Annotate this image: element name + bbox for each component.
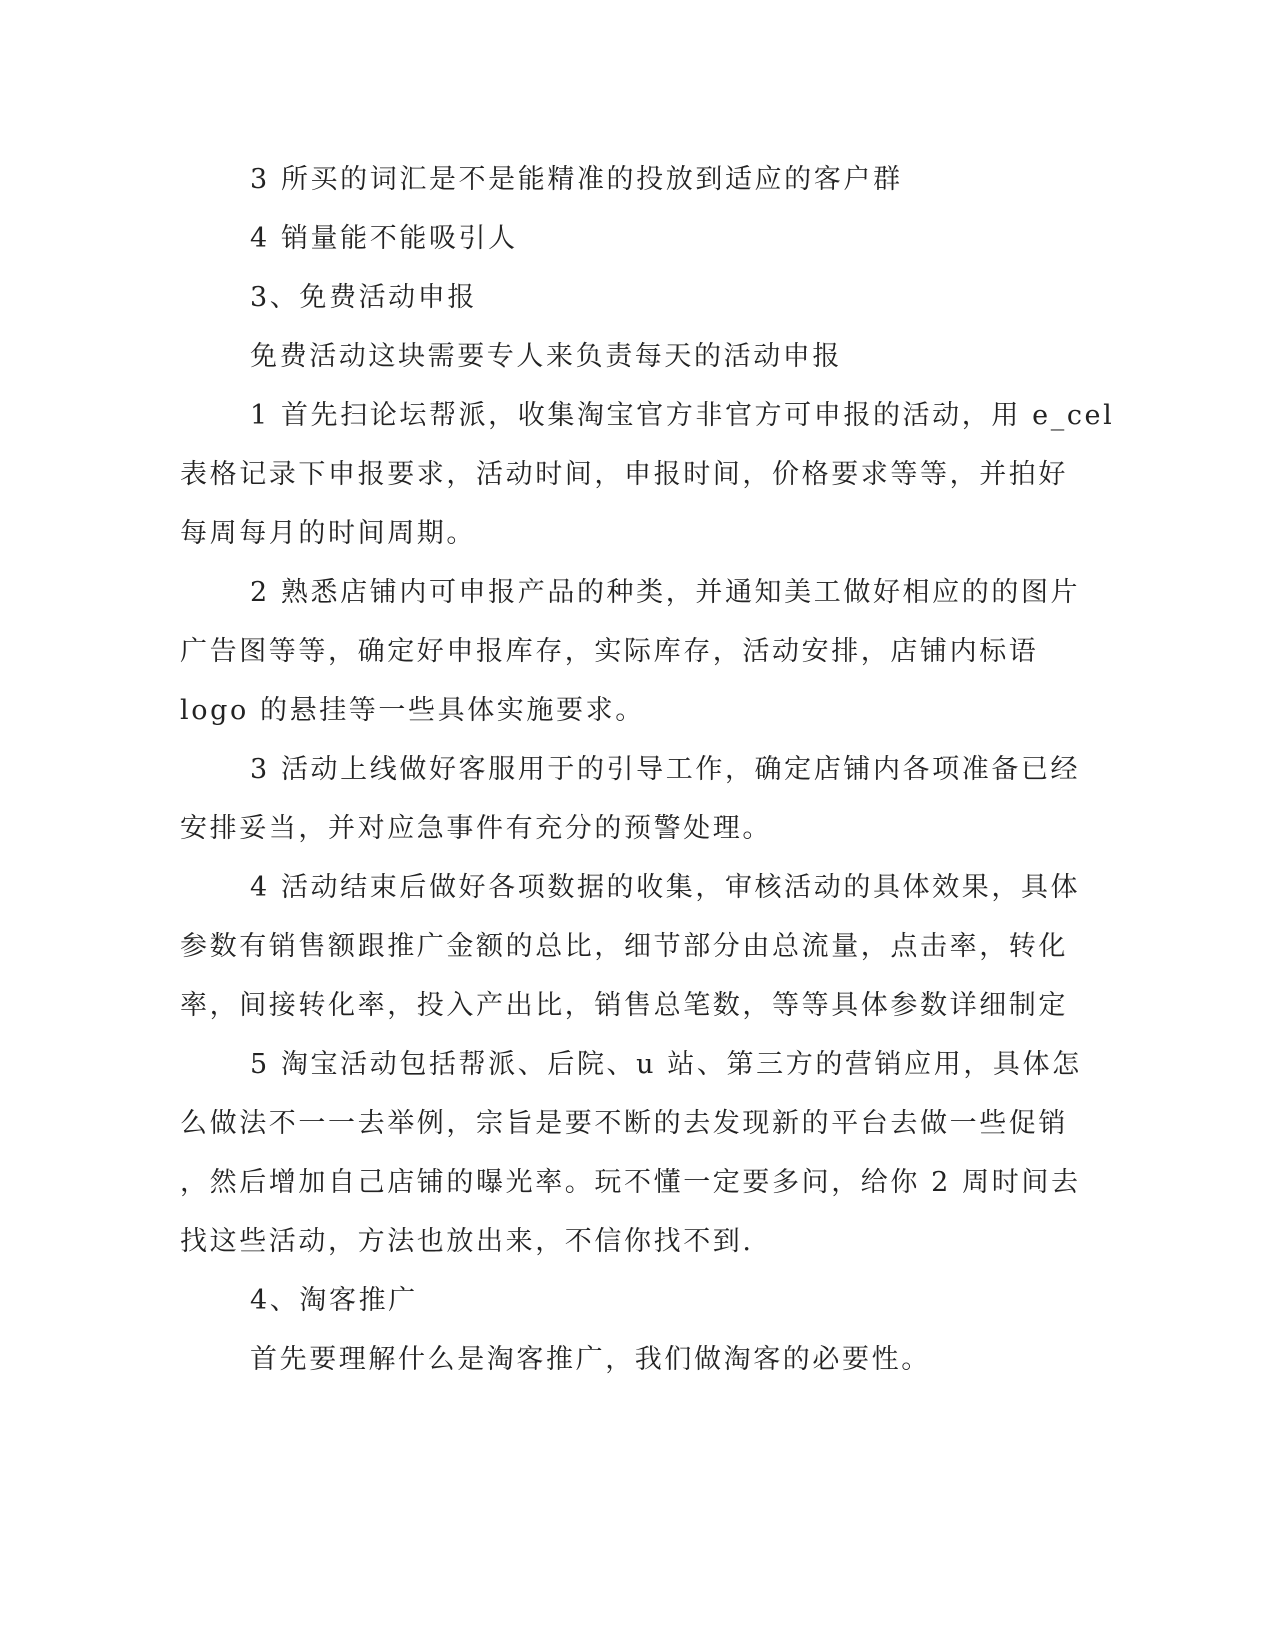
section-heading: 3、免费活动申报 xyxy=(250,282,477,313)
text-line: 4 活动结束后做好各项数据的收集，审核活动的具体效果，具体 xyxy=(250,872,1081,903)
text-line: logo 的悬挂等一些具体实施要求。 xyxy=(180,695,645,726)
text-line: 3 所买的词汇是不是能精准的投放到适应的客户群 xyxy=(250,164,903,195)
text-line: 广告图等等，确定好申报库存，实际库存，活动安排，店铺内标语 xyxy=(180,636,1039,667)
text-line: 率，间接转化率，投入产出比，销售总笔数，等等具体参数详细制定 xyxy=(180,990,1068,1021)
text-line: 首先要理解什么是淘客推广，我们做淘客的必要性。 xyxy=(250,1344,931,1375)
section-heading: 4、淘客推广 xyxy=(250,1285,418,1316)
text-line: ，然后增加自己店铺的曝光率。玩不懂一定要多问，给你 2 周时间去 xyxy=(180,1167,1081,1198)
text-line: 5 淘宝活动包括帮派、后院、u 站、第三方的营销应用，具体怎 xyxy=(250,1049,1082,1080)
text-line: 找这些活动，方法也放出来，不信你找不到. xyxy=(180,1226,754,1257)
text-line: 么做法不一一去举例，宗旨是要不断的去发现新的平台去做一些促销 xyxy=(180,1108,1068,1139)
text-line: 每周每月的时间周期。 xyxy=(180,518,476,549)
text-line: 安排妥当，并对应急事件有充分的预警处理。 xyxy=(180,813,772,844)
text-line: 2 熟悉店铺内可申报产品的种类，并通知美工做好相应的的图片 xyxy=(250,577,1081,608)
text-line: 1 首先扫论坛帮派，收集淘宝官方非官方可申报的活动，用 e_cel xyxy=(250,400,1115,431)
text-line: 3 活动上线做好客服用于的引导工作，确定店铺内各项准备已经 xyxy=(250,754,1081,785)
text-line: 4 销量能不能吸引人 xyxy=(250,223,518,254)
text-line: 表格记录下申报要求，活动时间，申报时间，价格要求等等，并拍好 xyxy=(180,459,1068,490)
text-line: 免费活动这块需要专人来负责每天的活动申报 xyxy=(250,341,842,372)
text-line: 参数有销售额跟推广金额的总比，细节部分由总流量，点击率，转化 xyxy=(180,931,1068,962)
